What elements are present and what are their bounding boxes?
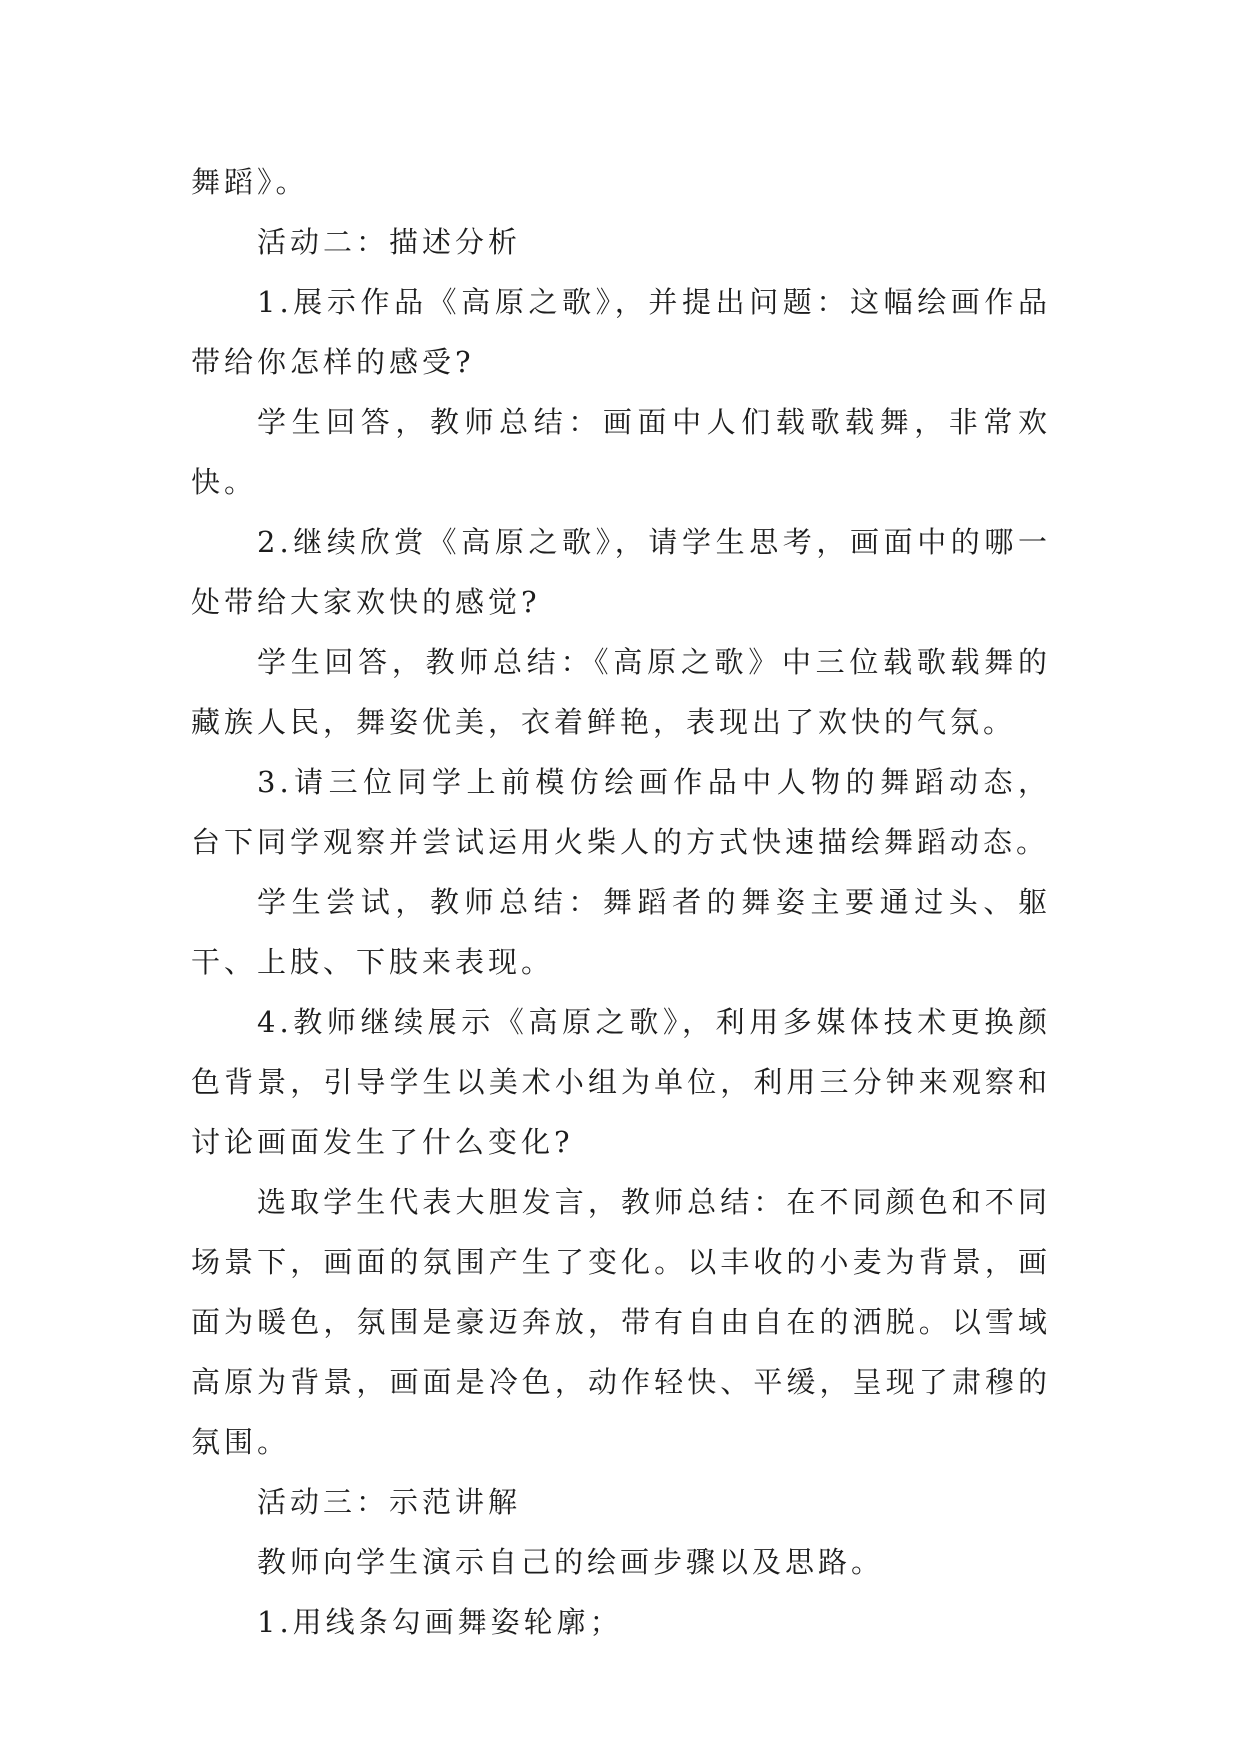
paragraph-demo-intro: 教师向学生演示自己的绘画步骤以及思路。 [257,1545,885,1579]
paragraph-step-4: 4.教师继续展示《高原之歌》，利用多媒体技术更换颜色背景，引导学生以美术小组为单位，利用三分钟来观察和讨论画面发生了什么变化? [191,1005,1051,1159]
heading-activity-two: 活动二：描述分析 [257,225,522,259]
document-body [191,152,1051,1652]
paragraph-continuation: 舞蹈》。 [191,165,309,199]
paragraph-step-3: 3.请三位同学上前模仿绘画作品中人物的舞蹈动态，台下同学观察并尝试运用火柴人的方式快速描绘舞蹈动态。 [191,765,1051,859]
paragraph-answer-1: 学生回答，教师总结：画面中人们载歌载舞，非常欢快。 [191,405,1051,499]
paragraph-step-1: 1.展示作品《高原之歌》，并提出问题：这幅绘画作品带给你怎样的感受? [191,285,1051,379]
paragraph-step-2: 2.继续欣赏《高原之歌》，请学生思考，画面中的哪一处带给大家欢快的感觉? [191,525,1051,619]
heading-activity-three: 活动三：示范讲解 [257,1485,522,1519]
paragraph-answer-2: 学生回答，教师总结：《高原之歌》中三位载歌载舞的藏族人民，舞姿优美，衣着鲜艳，表现出了欢快的气氛。 [191,645,1051,739]
paragraph-answer-3: 学生尝试，教师总结：舞蹈者的舞姿主要通过头、躯干、上肢、下肢来表现。 [191,885,1051,979]
paragraph-demo-step-1: 1.用线条勾画舞姿轮廓； [257,1605,623,1639]
paragraph-answer-4: 选取学生代表大胆发言，教师总结：在不同颜色和不同场景下，画面的氛围产生了变化。以丰收的小麦为背景，画面为暖色，氛围是豪迈奔放，带有自由自在的洒脱。以雪域高原为背景，画面是冷色，动作轻快、平缓，呈现了肃穆的氛围。 [191,1185,1051,1459]
